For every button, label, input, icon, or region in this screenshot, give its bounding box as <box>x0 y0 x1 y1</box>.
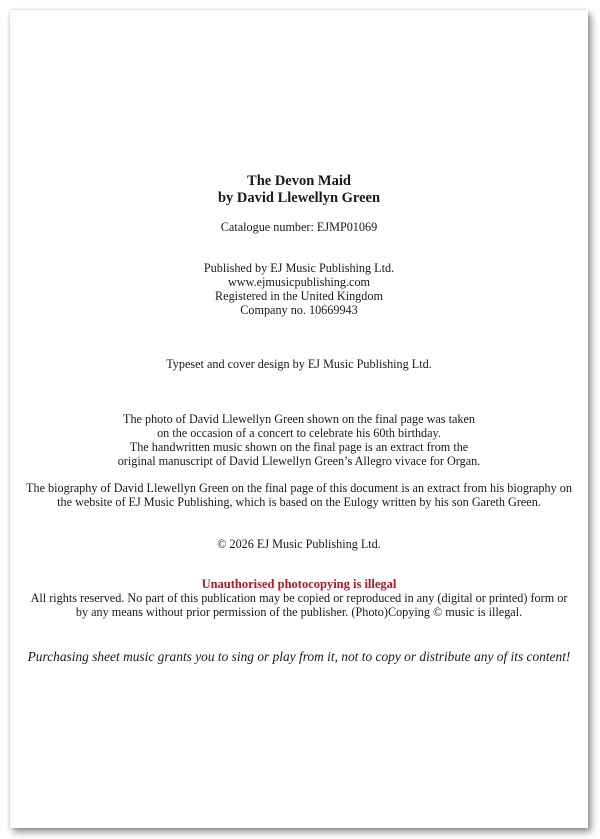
photo-note-line: on the occasion of a concert to celebrate his 60th birthday. <box>157 426 441 440</box>
publisher-info <box>14 261 584 317</box>
composer-line: by David Llewellyn Green <box>217 190 381 206</box>
typeset-credit: Typeset and cover design by EJ Music Publishing Ltd. <box>166 357 432 371</box>
document-page <box>10 10 588 828</box>
biography-note-line: the website of EJ Music Publishing, which is based on the Eulogy written by his son Gareth Green. <box>57 495 541 509</box>
photo-note-line: The handwritten music shown on the final page is an extract from the <box>129 440 469 454</box>
purchasing-notice: Purchasing sheet music grants you to sing or play from it, not to copy or distribute any of its content! <box>27 649 571 664</box>
photo-note-line: The photo of David Llewellyn Green shown on the final page was taken <box>123 412 475 426</box>
rights-notice-line: All rights reserved. No part of this publication may be copied or reproduced in any (digital or printed) form or <box>30 591 568 605</box>
publisher-company-number: Company no. 10669943 <box>240 303 358 317</box>
publisher-name: Published by EJ Music Publishing Ltd. <box>203 261 395 275</box>
photo-note-line: original manuscript of David Llewellyn Green’s Allegro vivace for Organ. <box>117 454 481 468</box>
copyright-notice: © 2026 EJ Music Publishing Ltd. <box>217 537 381 551</box>
rights-notice-line: by any means without prior permission of the publisher. (Photo)Copying © music is illegal. <box>75 605 523 619</box>
photo-note <box>14 412 584 468</box>
title-block <box>14 173 584 207</box>
piece-title: The Devon Maid <box>247 173 351 189</box>
biography-note-line: The biography of David Llewellyn Green on the final page of this document is an extract from his biography on <box>26 481 572 495</box>
photocopy-warning-title: Unauthorised photocopying is illegal <box>201 577 397 591</box>
biography-note <box>14 481 584 509</box>
rights-notice <box>14 591 584 619</box>
catalogue-number: Catalogue number: EJMP01069 <box>220 220 378 234</box>
publisher-website: www.ejmusicpublishing.com <box>227 275 371 289</box>
publisher-registration: Registered in the United Kingdom <box>215 289 383 303</box>
